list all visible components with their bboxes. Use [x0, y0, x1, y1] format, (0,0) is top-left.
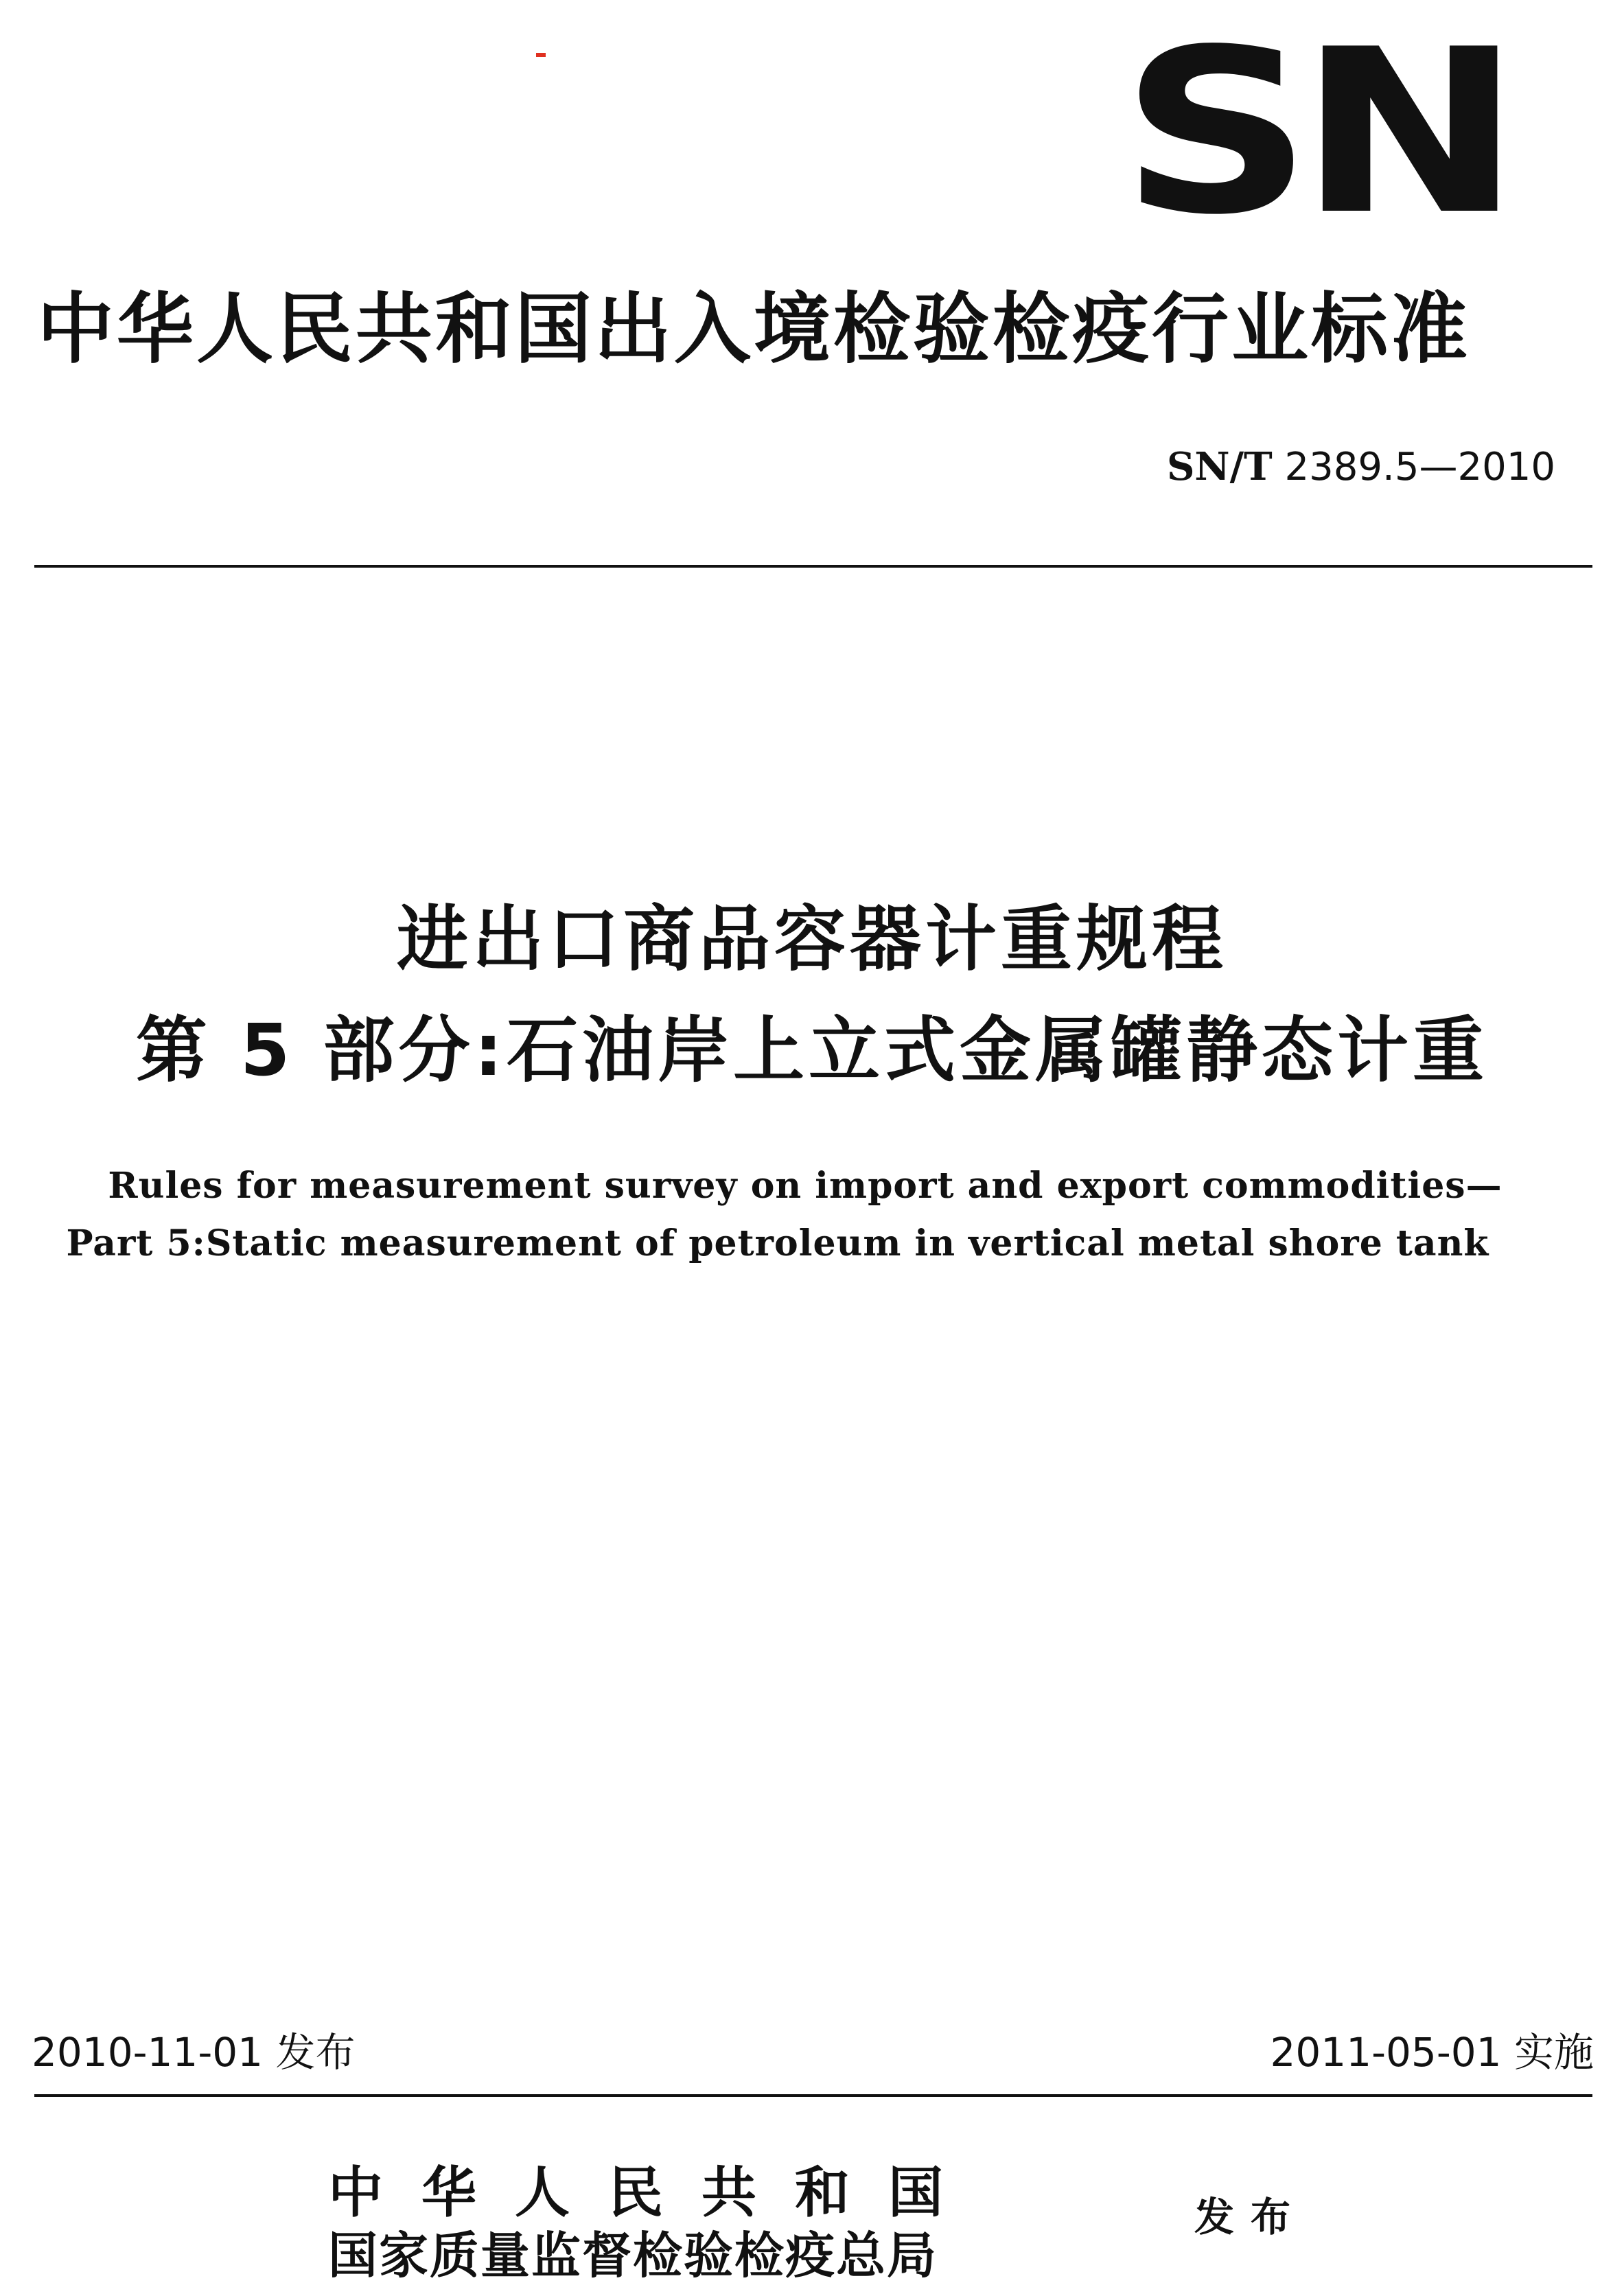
top-divider [34, 565, 1592, 568]
title-cn-line2: 第 5 部分:石油岸上立式金属罐静态计重 [135, 1008, 1489, 1092]
implementation-date: 2011-05-01 实施 [1270, 2029, 1594, 2076]
standard-number [1167, 439, 1555, 495]
issue-date: 2010-11-01 发布 [32, 2029, 356, 2076]
title-en-line2: Part 5:Static measurement of petroleum in vertical metal shore tank [66, 1222, 1489, 1264]
title-en-line1: Rules for measurement survey on import and export commodities— [108, 1165, 1503, 1207]
bottom-divider [34, 2094, 1592, 2097]
standard-number-value: 2389.5—2010 [1284, 445, 1555, 489]
title-cn-line1: 进出口商品容器计重规程 [396, 897, 1227, 981]
issuer-line2: 国家质量监督检验检疫总局 [328, 2226, 938, 2284]
standard-number-prefix: SN/T [1166, 444, 1273, 489]
issuer-line1: 中华人民共和国 [328, 2160, 982, 2225]
issuer-block [328, 2161, 1152, 2287]
sn-logo: SN [1120, 1, 1507, 264]
red-mark [536, 53, 546, 57]
standard-category: 中华人民共和国出入境检验检疫行业标准 [37, 285, 1470, 374]
publish-label: 发布 [1194, 2194, 1308, 2240]
